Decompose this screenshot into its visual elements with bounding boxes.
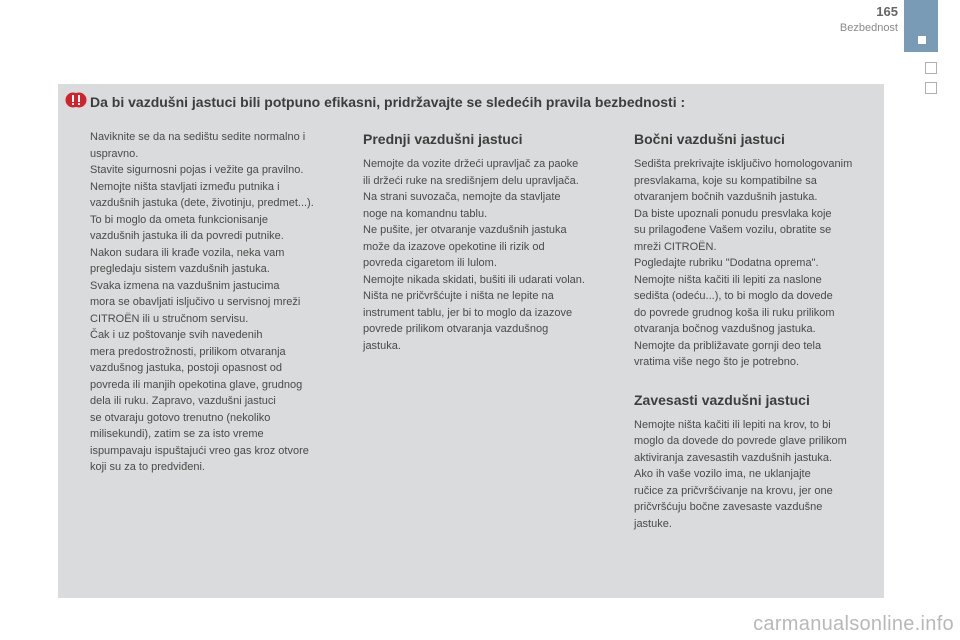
section-title: Bezbednost [839, 22, 898, 34]
general-rules-text: Naviknite se da na sedištu sedite normalno i uspravno. Stavite sigurnosni pojas i vežite ga pravilno. Nemojte ništa stavljati između putnika i vazdušnih jastuka (dete, životinju, predmet...). To bi moglo da ometa funkcionisanje vazdušnih jastuka ili da povredi putnike. Nakon sudara ili krađe vozila, neka vam pregledaju sistem vazdušnih jastuka. Svaka izmena na vazdušnim jastucima mora se obavljati isljučivo u servisnoj mreži CITROËN ili u stručnom servisu. Čak i uz poštovanje svih navedenih mera predostrožnosti, prilikom otvaranja vazdušnog jastuka, postoji opasnost od povreda ili manjih opekotina glave, grudnog dela ili ruku. Zapravo, vazdušni jastuci se otvaraju gotovo trenutno (nekoliko milisekundi), zatim se za isto vreme ispumpavaju ispuštajući vreo gas kroz otvore koji su za to predviđeni. [90, 131, 314, 473]
front-airbags-column [363, 130, 613, 354]
chapter-tab-empty-2[interactable] [925, 82, 937, 94]
side-airbags-title: Bočni vazdušni jastuci [634, 131, 785, 147]
front-airbags-text: Nemojte da vozite držeći upravljač za paoke ili držeći ruke na središnjem delu upravljača. Na strani suvozača, nemojte da stavljate noge na komandnu tablu. Ne pušite, jer otvaranje vazdušnih jastuka može da izazove opekotine ili rizik od povreda cigaretom ili lulom. Nemojte nikada skidati, bušiti ili udarati volan. Ništa ne pričvršćujte i ništa ne lepite na instrument tablu, jer bi to moglo da izazove povrede prilikom otvaranja vazdušnog jastuka. [363, 158, 585, 352]
panel-heading: Da bi vazdušni jastuci bili potpuno efikasni, pridržavajte se sledećih pravila bezbednosti : [90, 94, 686, 110]
curtain-airbags-text: Nemojte ništa kačiti ili lepiti na krov, to bi moglo da dovede do povrede glave prilikom aktiviranja zavesastih vazdušnih jastuka. Ako ih vaše vozilo ima, ne uklanjajte ručice za pričvršćivanje na krovu, jer one pričvršćuju bočne zavesaste vazdušne jastuke. [634, 418, 847, 530]
watermark: carmanualsonline.info [753, 613, 954, 635]
warning-icon [65, 92, 87, 108]
side-airbags-column [634, 130, 884, 532]
active-tab-marker [918, 36, 926, 44]
side-airbags-text: Sedišta prekrivajte isključivo homologovanim presvlakama, koje su kompatibilne sa otvaranjem bočnih vazdušnih jastuka. Da biste upoznali ponudu presvlaka koje su prilagođene Vašem vozilu, obratite se mreži CITROËN. Pogledajte rubriku "Dodatna oprema". Nemojte ništa kačiti ili lepiti za naslone sedišta (odeću...), to bi moglo da dovede do povrede grudnog koša ili ruku prilikom otvaranja bočnog vazdušnog jastuka. Nemojte da približavate gornji deo tela vratima više nego što je potrebno. [634, 158, 853, 368]
front-airbags-title: Prednji vazdušni jastuci [363, 131, 523, 147]
curtain-airbags-title: Zavesasti vazdušni jastuci [634, 391, 810, 408]
chapter-tab-empty-1[interactable] [925, 62, 937, 74]
general-rules-column [90, 129, 348, 476]
page-number: 165 [876, 4, 898, 19]
warning-panel [58, 84, 884, 598]
chapter-tab[interactable] [904, 0, 938, 52]
